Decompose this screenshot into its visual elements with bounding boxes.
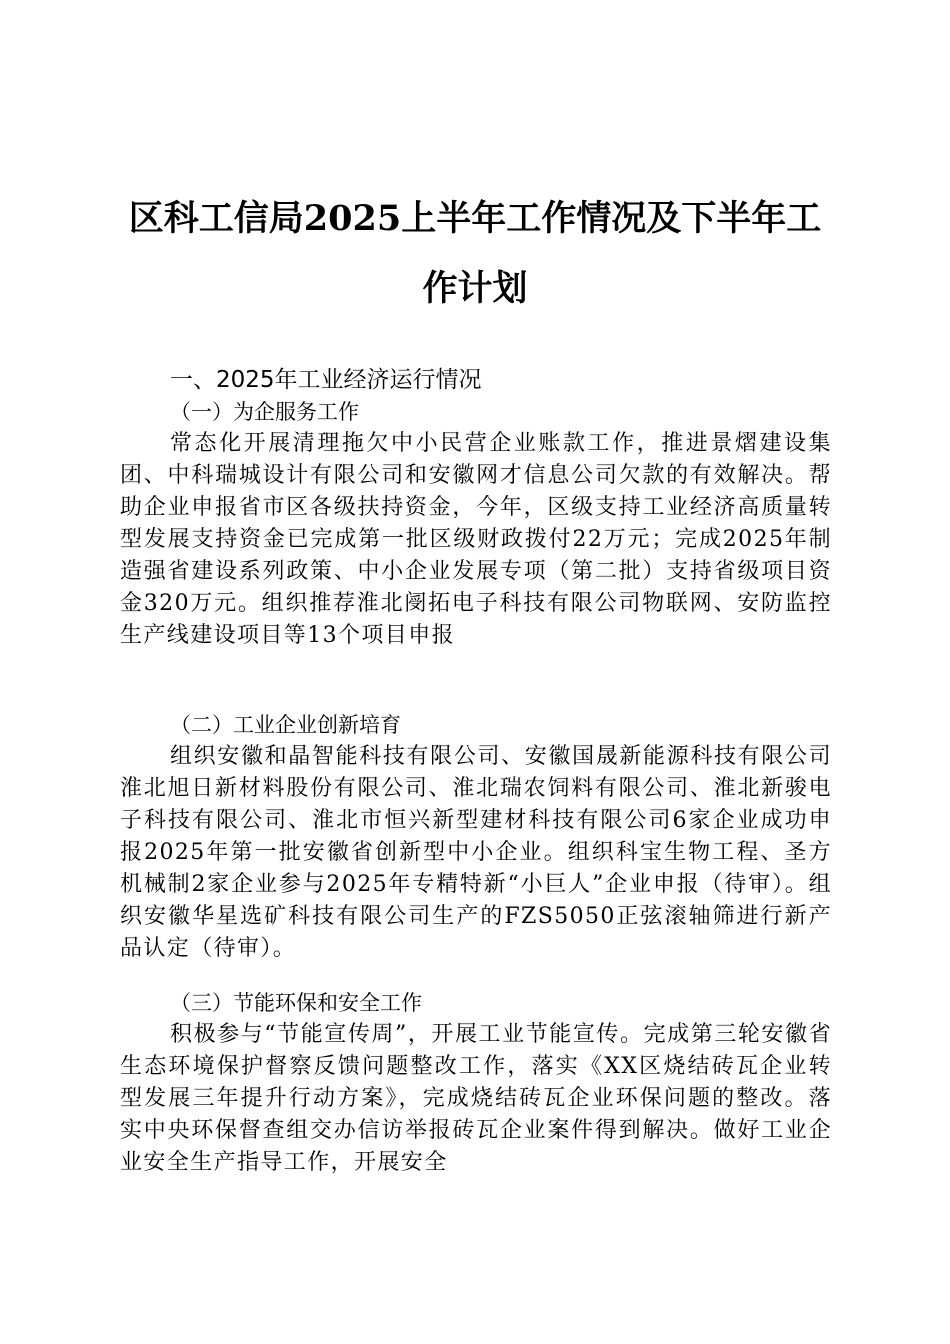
subsection-paragraph-2: 组织安徽和晶智能科技有限公司、安徽国晟新能源科技有限公司淮北旭日新材料股份有限公司、淮北瑞农饲料有限公司、淮北新骏电子科技有限公司、淮北市恒兴新型建材科技有限公司6家企业成功申报2025年第一批安徽省创新型中小企业。组织科宝生物工程、圣方机械制2家企业参与2025年专精特新“小巨人”企业申报（待审）。组织安徽华星选矿科技有限公司生产的FZS5050正弦滚轴筛进行新产品认定（待审）。 bbox=[120, 744, 832, 961]
section-heading: 一、2025年工业经济运行情况 bbox=[170, 367, 482, 393]
subsection-heading-1: （一）为企服务工作 bbox=[170, 400, 359, 424]
subsection-paragraph-3: 积极参与“节能宣传周”，开展工业节能宣传。完成第三轮安徽省生态环境保护督察反馈问题整改工作，落实《XX区烧结砖瓦企业转型发展三年提升行动方案》，完成烧结砖瓦企业环保问题的整改。落实中央环保督查组交办信访举报砖瓦企业案件得到解决。做好工业企业安全生产指导工作，开展安全 bbox=[120, 1022, 832, 1175]
subsection-heading-2: （二）工业企业创新培育 bbox=[170, 713, 401, 737]
document-title-line-2: 作计划 bbox=[422, 268, 528, 309]
document-title-line-1: 区科工信局2025上半年工作情况及下半年工 bbox=[128, 198, 822, 239]
subsection-paragraph-1: 常态化开展清理拖欠中小民营企业账款工作，推进景熠建设集团、中科瑞城设计有限公司和安徽网才信息公司欠款的有效解决。帮助企业申报省市区各级扶持资金，今年，区级支持工业经济高质量转型发展支持资金已完成第一批区级财政拨付22万元；完成2025年制造强省建设系列政策、中小企业发展专项（第二批）支持省级项目资金320万元。组织推荐淮北阌拓电子科技有限公司物联网、安防监控生产线建设项目等13个项目申报 bbox=[120, 431, 832, 648]
subsection-heading-3: （三）节能环保和安全工作 bbox=[170, 991, 422, 1015]
